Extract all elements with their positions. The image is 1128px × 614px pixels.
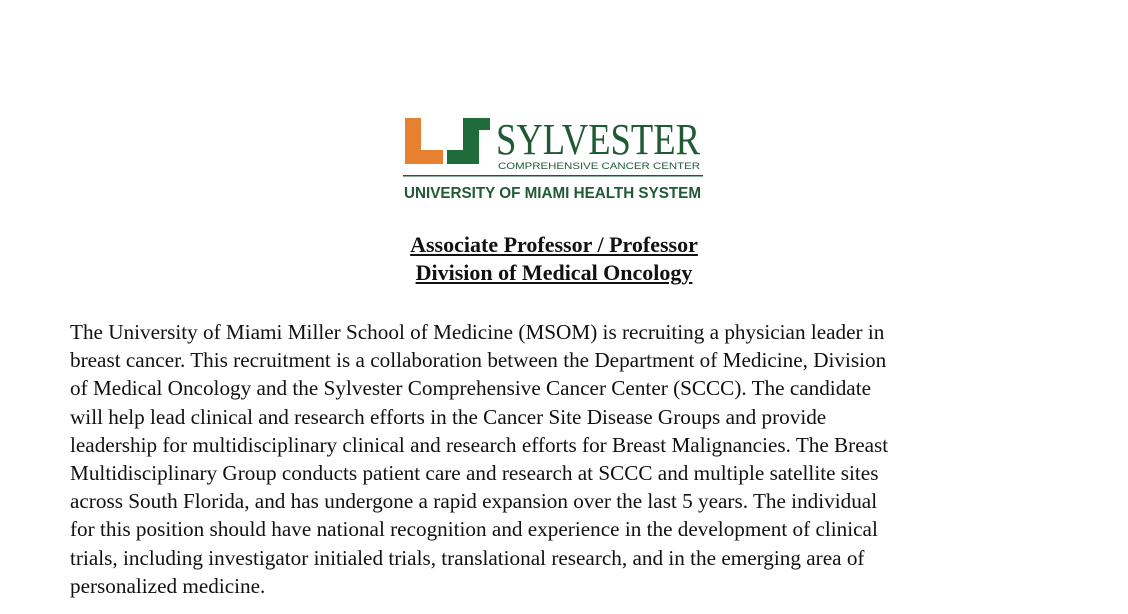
sylvester-logo (403, 116, 708, 206)
paragraph-line: breast cancer. This recruitment is a collaboration between the Department of Medicine, Division (70, 348, 887, 373)
title-line-2: Division of Medical Oncology (415, 260, 693, 285)
title-line-1: Associate Professor / Professor (410, 232, 698, 257)
logo-subtitle-text: COMPREHENSIVE CANCER CENTER (498, 161, 701, 172)
paragraph-line: of Medical Oncology and the Sylvester Comprehensive Cancer Center (SCCC). The candidate (70, 376, 871, 401)
description-paragraph (70, 318, 1045, 600)
paragraph-line: for this position should have national recognition and experience in the development of clinical (70, 517, 878, 542)
logo-system-text: UNIVERSITY OF MIAMI HEALTH SYSTEM (404, 185, 701, 202)
paragraph-line: The University of Miami Miller School of Medicine (MSOM) is recruiting a physician leader in (70, 320, 885, 344)
position-title (0, 231, 1108, 287)
paragraph-line: across South Florida, and has undergone a rapid expansion over the last 5 years. The individual (70, 489, 878, 514)
logo-orange-shape (405, 118, 443, 164)
paragraph-line: Multidisciplinary Group conducts patient care and research at SCCC and multiple satellite sites (70, 461, 879, 486)
paragraph-line: leadership for multidisciplinary clinical and research efforts for Breast Malignancies. The Breast (70, 432, 889, 457)
logo-green-shape (447, 118, 490, 164)
paragraph-line: personalized medicine. (70, 573, 266, 598)
sylvester-logo-graphic (403, 116, 708, 206)
paragraph-line: will help lead clinical and research efforts in the Cancer Site Disease Groups and provide (70, 404, 827, 429)
paragraph-line: trials, including investigator initialed trials, translational research, and in the emerging area of (70, 545, 865, 570)
logo-name-text: SYLVESTER (496, 115, 701, 164)
logo-divider (403, 175, 703, 177)
